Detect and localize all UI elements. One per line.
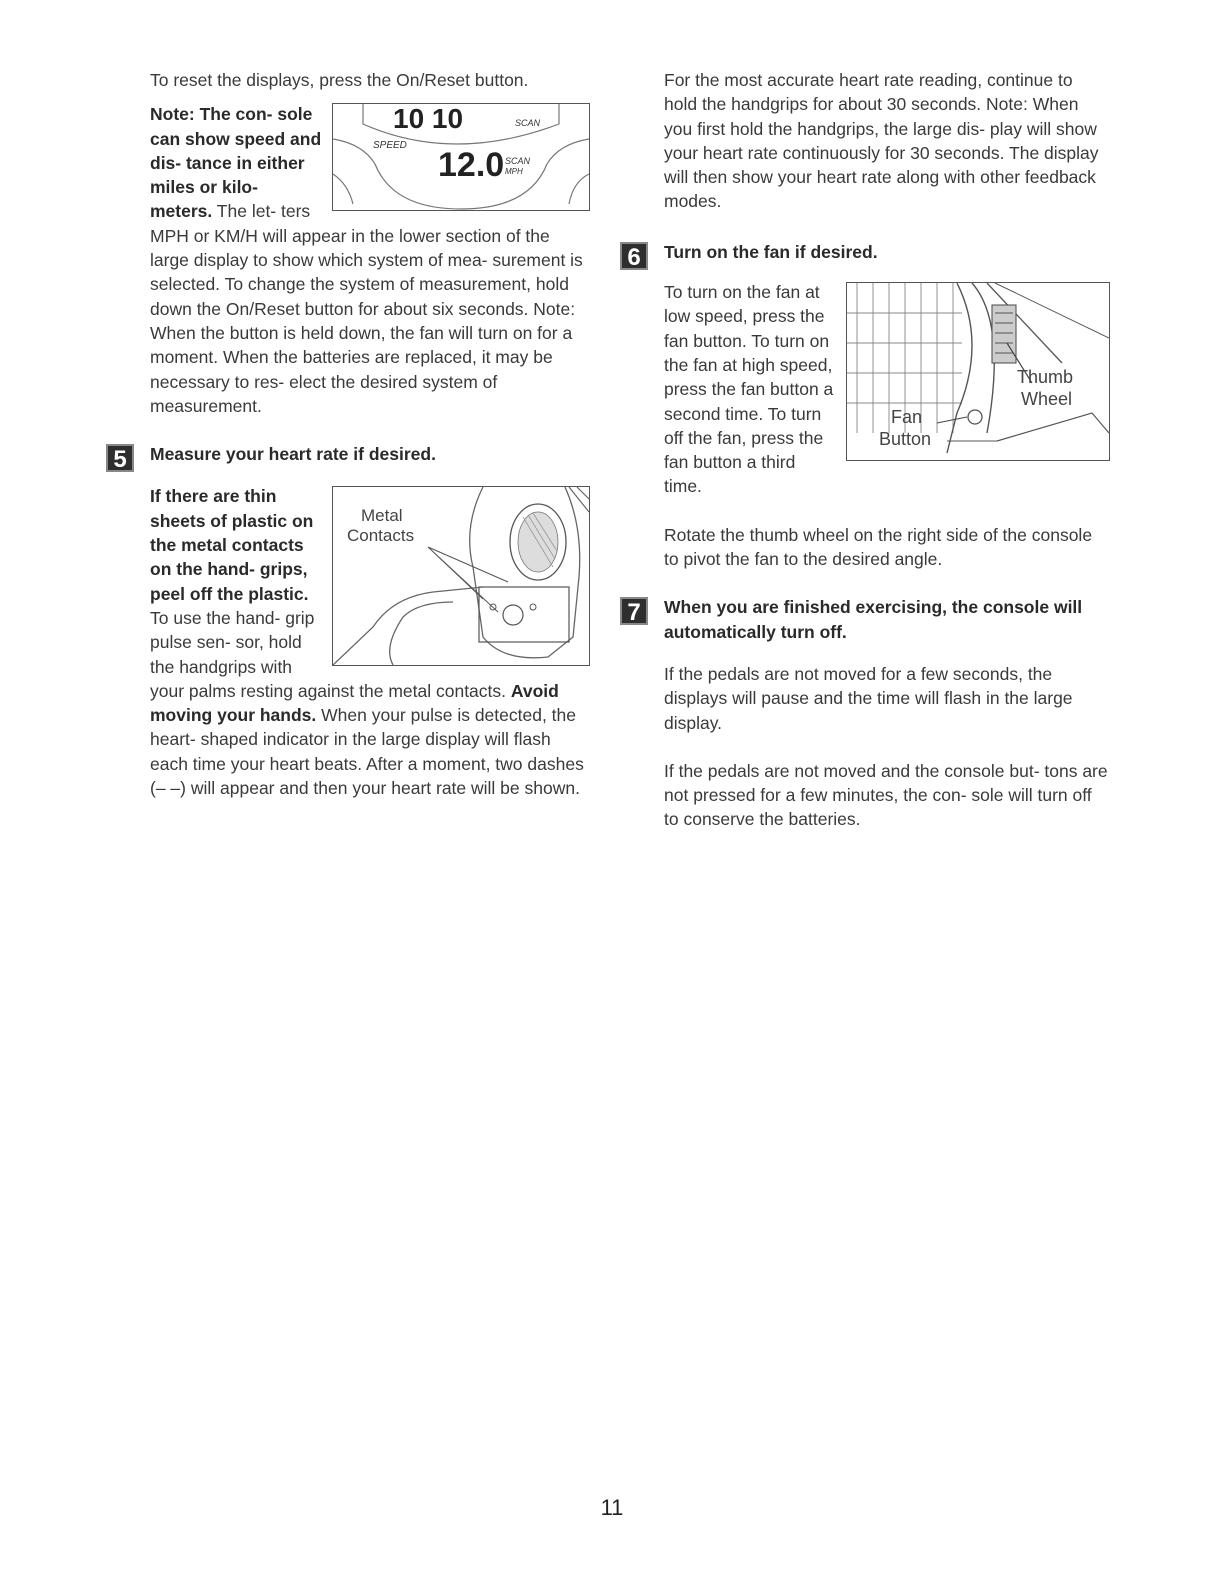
fan-figure [846,282,1110,461]
step-6-title: Turn on the fan if desired. [664,241,878,262]
step-5-text-2: When your pulse is detected, the heart- shaped indicator in the large display will flash each time your heart beats. After a moment, two dashes (– –) will appear and then your heart rate will be shown. [150,705,584,799]
console-display-figure [332,103,590,211]
step-7-badge: 7 [620,597,648,625]
reset-instruction: To reset the displays, press the On/Reset button. [150,70,529,90]
speed-label: SPEED [373,140,407,152]
fan-label: Fan [891,407,923,428]
button-label: Button [879,429,932,450]
units-note-bold: Note: The con- sole can show speed and dis- tance in either miles or kilo- meters. [150,104,322,222]
step-7 [627,595,1110,831]
step-6-badge: 6 [620,242,648,270]
thumb-label: Thumb [1017,367,1074,388]
step-6-text-2: Rotate the thumb wheel on the right side of the console to pivot the fan to the desired angle. [664,524,1093,570]
metal-contacts-figure [332,486,590,666]
heart-rate-note: For the most accurate heart rate reading, continue to hold the handgrips for about 30 seconds. Note: When you first hold the handgrips, the large dis- play will show your heart rate continuously for 30 seconds. The display will then show your heart rate along with other feedback modes. [664,70,1099,212]
scan-label-bottom: SCAN [505,156,531,167]
left-column [113,68,590,800]
wheel-label: Wheel [1021,389,1073,410]
step-5-badge: 5 [106,444,134,472]
right-column [627,68,1110,832]
step-7-text-1: If the pedals are not moved for a few seconds, the displays will pause and the time will flash in the large display. [664,663,1073,733]
step-5 [113,442,590,800]
unit-label: MPH [505,167,523,177]
step-7-text-2: If the pedals are not moved and the console but- tons are not pressed for a few minutes, the con- sole will turn off to conserve the batteries. [664,760,1108,830]
page-number: 11 [600,1495,624,1520]
step-5-bold-1: If there are thin sheets of plastic on the metal contacts on the hand- grips, peel off the plastic. [150,486,314,604]
metal-label: Metal [361,506,403,526]
scan-label-top: SCAN [515,118,541,129]
step-5-title: Measure your heart rate if desired. [150,444,436,465]
step-6-text-1: To turn on the fan at low speed, press the fan button. To turn on the fan at high speed, press the fan button a second time. To turn off the fan, press the fan button a third time. [664,282,834,497]
top-readout: 10 10 [393,104,464,135]
units-note-text: The let- ters MPH or KM/H will appear in the lower section of the large display to show which system of mea- surement is selected. To change the system of measurement, hold down the On/Reset button for about six seconds. Note: When the button is held down, the fan will turn on for a moment. When the batteries are replaced, it may be necessary to res- elect the desired system of measurement. [150,201,583,416]
step-7-title: When you are finished exercising, the console will automatically turn off. [664,597,1083,642]
step-5-bold-2: Avoid moving your hands. [150,680,559,726]
step-5-text-1: To use the hand- grip pulse sen- sor, hold the handgrips with your palms resting against the metal contacts. [150,607,511,701]
contacts-label: Contacts [347,526,415,546]
step-6 [627,240,1110,572]
bottom-readout: 12.0 [438,146,505,185]
